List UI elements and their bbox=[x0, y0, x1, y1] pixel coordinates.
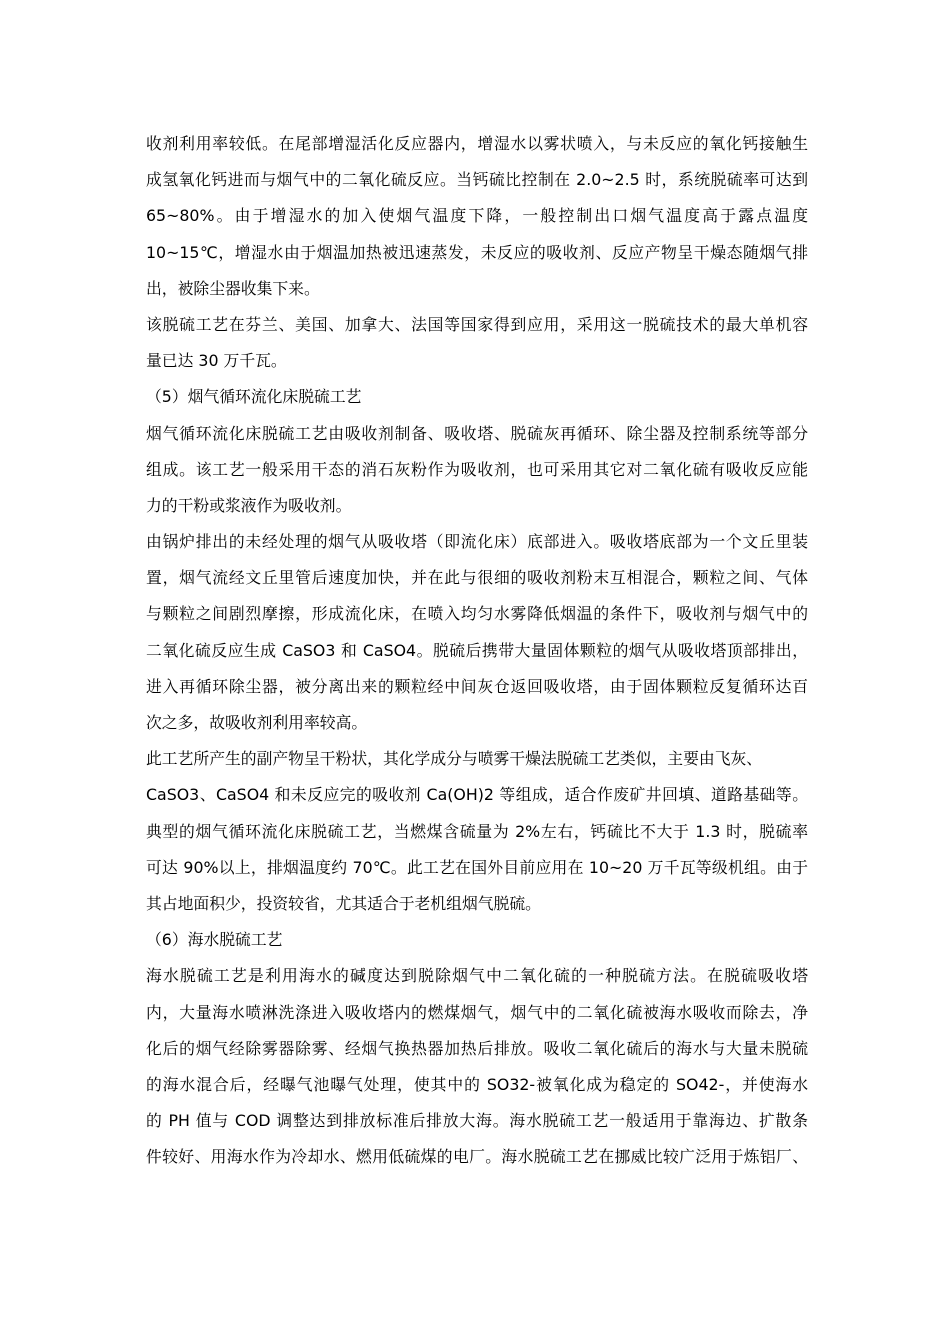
text-line: 成氢氧化钙进而与烟气中的二氧化硫反应。当钙硫比控制在 2.0~2.5 时，系统脱硫率可达到 bbox=[146, 170, 808, 190]
text-line: 进入再循环除尘器，被分离出来的颗粒经中间灰仓返回吸收塔，由于固体颗粒反复循环达百 bbox=[146, 676, 808, 696]
text-line: 10~15℃，增湿水由于烟温加热被迅速蒸发，未反应的吸收剂、反应产物呈干燥态随烟气排 bbox=[146, 242, 808, 262]
text-line: 可达 90%以上，排烟温度约 70℃。此工艺在国外目前应用在 10~20 万千瓦等级机组。由于 bbox=[146, 857, 808, 877]
text-line: 收剂利用率较低。在尾部增湿活化反应器内，增湿水以雾状喷入，与未反应的氧化钙接触生 bbox=[146, 134, 808, 153]
text-line: 由锅炉排出的未经处理的烟气从吸收塔（即流化床）底部进入。吸收塔底部为一个文丘里装 bbox=[146, 532, 808, 552]
text-line: 65~80%。由于增湿水的加入使烟气温度下降，一般控制出口烟气温度高于露点温度 bbox=[146, 206, 808, 226]
text-line: 内，大量海水喷淋洗涤进入吸收塔内的燃煤烟气，烟气中的二氧化硫被海水吸收而除去，净 bbox=[146, 1002, 808, 1022]
text-line: 的 PH 值与 COD 调整达到排放标准后排放大海。海水脱硫工艺一般适用于靠海边、扩散条 bbox=[146, 1111, 808, 1131]
text-line: 其占地面积少，投资较省，尤其适合于老机组烟气脱硫。 bbox=[146, 893, 541, 913]
text-line: 力的干粉或浆液作为吸收剂。 bbox=[146, 495, 352, 515]
section-heading: （5）烟气循环流化床脱硫工艺 bbox=[146, 387, 362, 407]
text-line: 件较好、用海水作为冷却水、燃用低硫煤的电厂。海水脱硫工艺在挪威比较广泛用于炼铝厂、 bbox=[146, 1147, 808, 1167]
text-line: 化后的烟气经除雾器除雾、经烟气换热器加热后排放。吸收二氧化硫后的海水与大量未脱硫 bbox=[146, 1038, 808, 1058]
text-line: 二氧化硫反应生成 CaSO3 和 CaSO4。脱硫后携带大量固体颗粒的烟气从吸收塔顶部排出， bbox=[146, 640, 808, 660]
text-line: 次之多，故吸收剂利用率较高。 bbox=[146, 713, 368, 732]
text-line: 出，被除尘器收集下来。 bbox=[146, 278, 320, 298]
text-line: CaSO3、CaSO4 和未反应完的吸收剂 Ca(OH)2 等组成，适合作废矿井回填、道路基础等。 bbox=[146, 785, 808, 805]
text-line: 该脱硫工艺在芬兰、美国、加拿大、法国等国家得到应用，采用这一脱硫技术的最大单机容 bbox=[146, 314, 808, 334]
text-line: 烟气循环流化床脱硫工艺由吸收剂制备、吸收塔、脱硫灰再循环、除尘器及控制系统等部分 bbox=[146, 423, 808, 443]
text-line: 典型的烟气循环流化床脱硫工艺，当燃煤含硫量为 2%左右，钙硫比不大于 1.3 时，脱硫率 bbox=[146, 821, 808, 841]
body-text bbox=[146, 126, 808, 1175]
text-line: 量已达 30 万千瓦。 bbox=[146, 351, 287, 371]
text-line: 此工艺所产生的副产物呈干粉状，其化学成分与喷雾干燥法脱硫工艺类似，主要由飞灰、 bbox=[146, 749, 763, 769]
text-line: 组成。该工艺一般采用干态的消石灰粉作为吸收剂，也可采用其它对二氧化硫有吸收反应能 bbox=[146, 459, 808, 479]
section-heading: （6）海水脱硫工艺 bbox=[146, 930, 283, 950]
text-line: 海水脱硫工艺是利用海水的碱度达到脱除烟气中二氧化硫的一种脱硫方法。在脱硫吸收塔 bbox=[146, 966, 808, 986]
text-line: 置，烟气流经文丘里管后速度加快，并在此与很细的吸收剂粉末互相混合，颗粒之间、气体 bbox=[146, 568, 808, 588]
text-line: 的海水混合后，经曝气池曝气处理，使其中的 SO32-被氧化成为稳定的 SO42-，并使海水 bbox=[146, 1074, 808, 1094]
text-line: 与颗粒之间剧烈摩擦，形成流化床，在喷入均匀水雾降低烟温的条件下，吸收剂与烟气中的 bbox=[146, 604, 808, 624]
